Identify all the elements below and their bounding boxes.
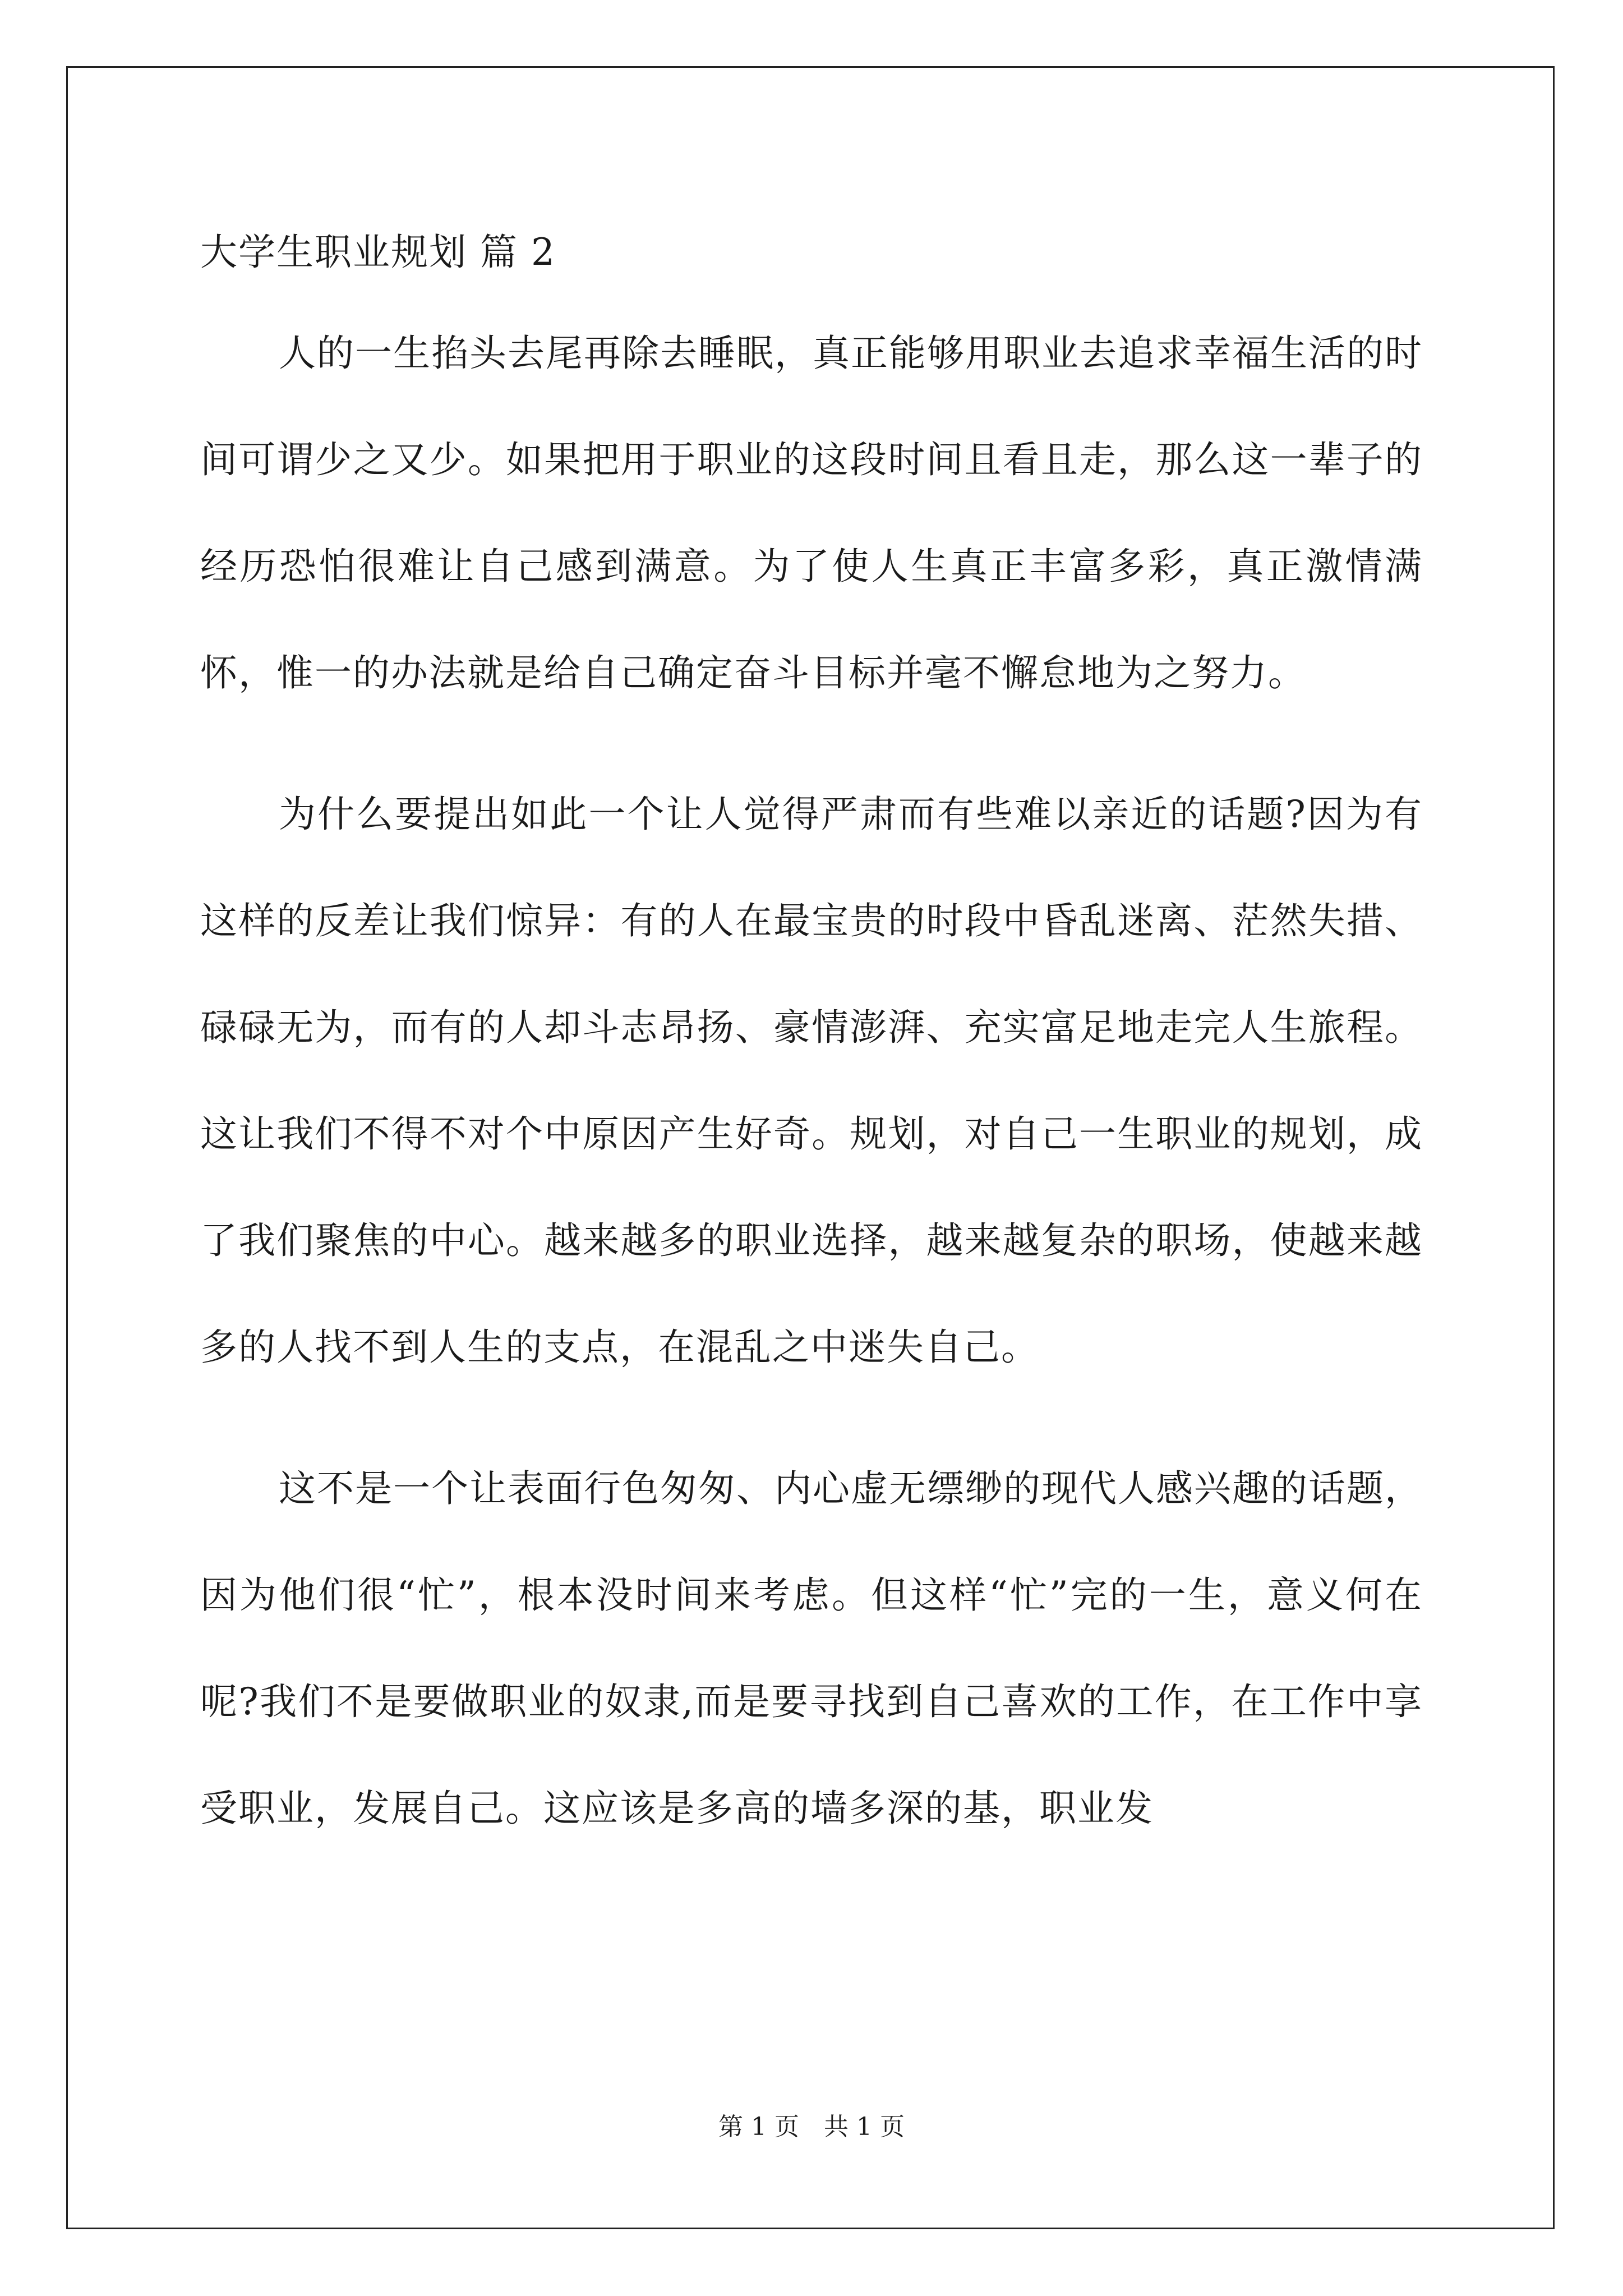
paragraph-3: 这不是一个让表面行色匆匆、内心虚无缥缈的现代人感兴趣的话题，因为他们很“忙”，根本没时间来考虑。但这样“忙”完的一生，意义何在呢?我们不是要做职业的奴隶,而是要寻找到自己喜欢的工作，在工作中享受职业，发展自己。这应该是多高的墙多深的基，职业发 bbox=[200, 1467, 1423, 1830]
document-title: 大学生职业规划 篇 2 bbox=[200, 231, 556, 274]
document-body bbox=[200, 222, 1423, 1862]
page-footer: 第 1 页 共 1 页 bbox=[718, 2113, 905, 2141]
paragraph-1: 人的一生掐头去尾再除去睡眠，真正能够用职业去追求幸福生活的时间可谓少之又少。如果把用于职业的这段时间且看且走，那么这一辈子的经历恐怕很难让自己感到满意。为了使人生真正丰富多彩，真正激情满怀，惟一的办法就是给自己确定奋斗目标并毫不懈怠地为之努力。 bbox=[200, 332, 1423, 694]
paragraph-2: 为什么要提出如此一个让人觉得严肃而有些难以亲近的话题?因为有这样的反差让我们惊异：有的人在最宝贵的时段中昏乱迷离、茫然失措、碌碌无为，而有的人却斗志昂扬、豪情澎湃、充实富足地走完人生旅程。这让我们不得不对个中原因产生好奇。规划，对自己一生职业的规划，成了我们聚焦的中心。越来越多的职业选择，越来越复杂的职场，使越来越多的人找不到人生的支点，在混乱之中迷失自己。 bbox=[200, 793, 1423, 1369]
